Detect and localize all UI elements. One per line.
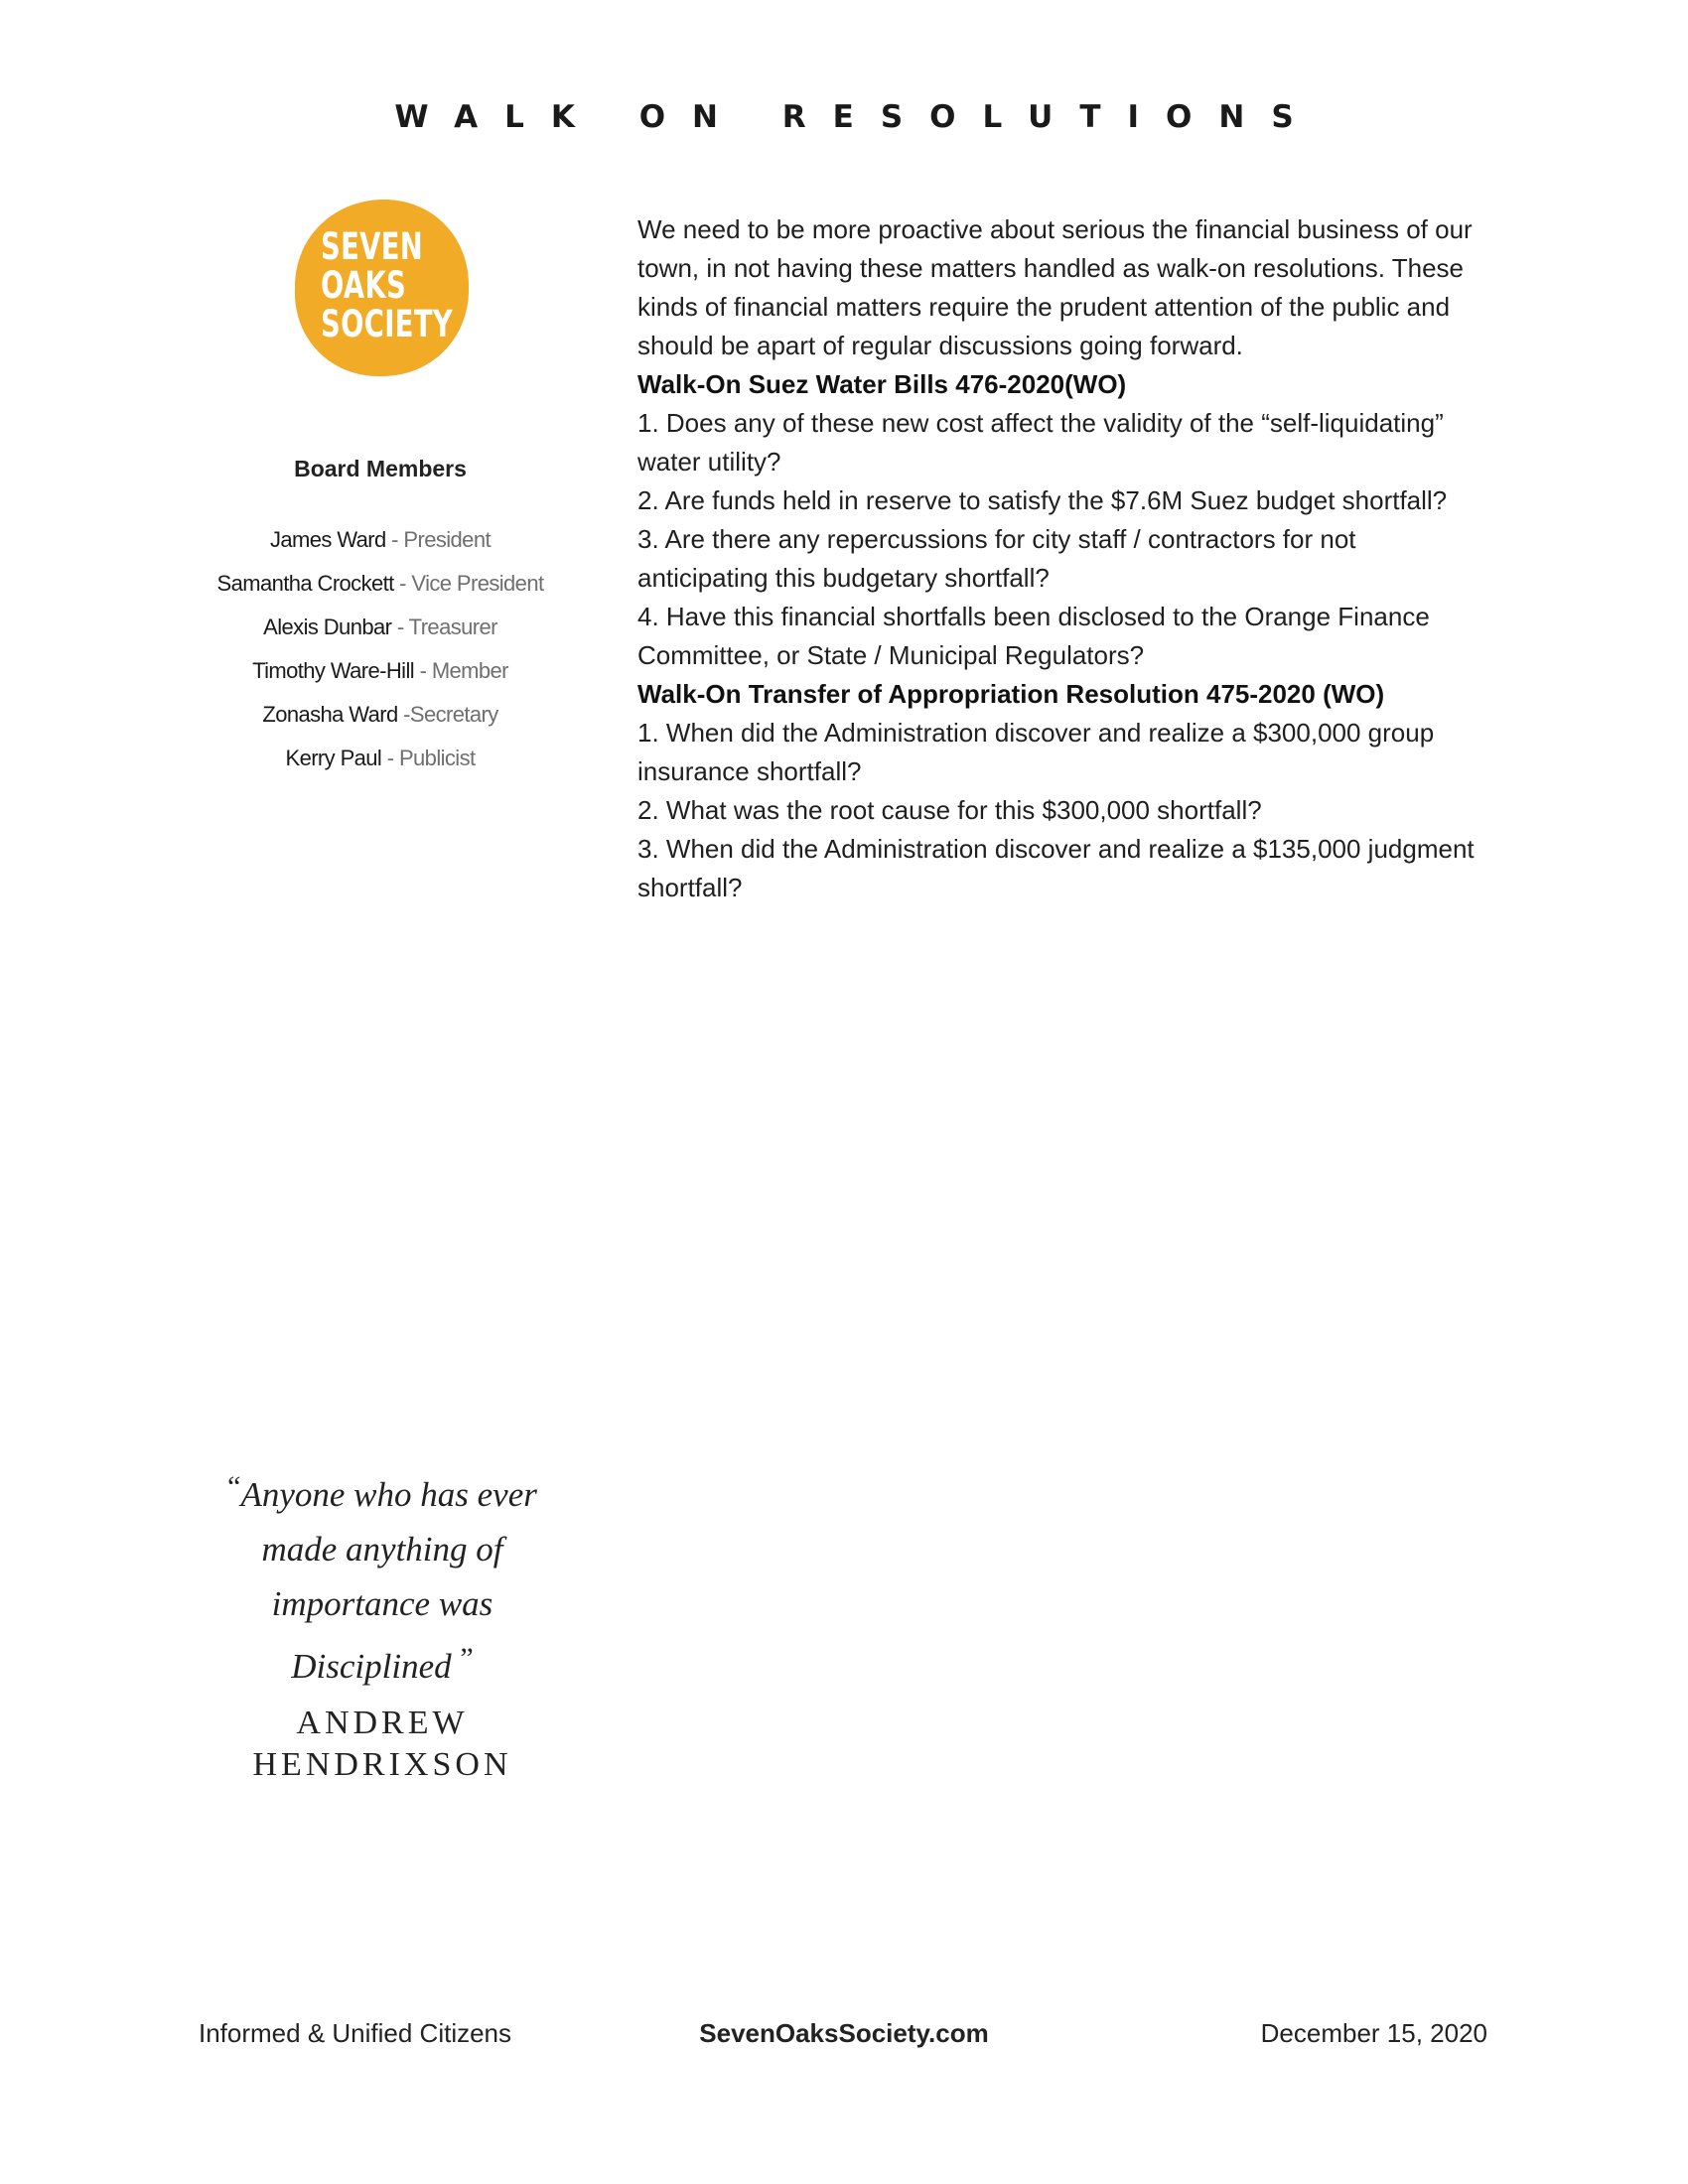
member-name: Samantha Crockett bbox=[216, 571, 394, 596]
board-member bbox=[182, 649, 579, 693]
quote-author bbox=[199, 1703, 566, 1786]
board-member bbox=[182, 562, 579, 606]
logo-wordmark bbox=[321, 227, 453, 343]
member-role: - Vice President bbox=[393, 571, 544, 596]
author-line-2: HENDRIXSON bbox=[252, 1746, 512, 1783]
quote-text: Anyone who has ever made anything of importance was Disciplined bbox=[240, 1475, 537, 1686]
member-name: Kerry Paul bbox=[285, 746, 382, 770]
section-heading-appropriation: Walk-On Transfer of Appropriation Resolution 475-2020 (WO) bbox=[637, 679, 1385, 709]
question-item: 2. Are funds held in reserve to satisfy the $7.6M Suez budget shortfall? bbox=[637, 485, 1448, 515]
member-role: - Publicist bbox=[381, 746, 476, 770]
board-member bbox=[182, 518, 579, 562]
logo-line-3: SOCIETY bbox=[321, 303, 454, 345]
board-member bbox=[182, 606, 579, 649]
board-members-heading: Board Members bbox=[294, 456, 467, 481]
open-quote-mark: “ bbox=[227, 1470, 241, 1503]
logo-line-1: SEVEN bbox=[321, 225, 424, 268]
question-item: 1. When did the Administration discover and realize a $300,000 group insurance shortfall? bbox=[637, 718, 1435, 786]
board-members-list bbox=[182, 518, 579, 780]
author-line-1: ANDREW bbox=[296, 1705, 469, 1741]
question-item: 3. When did the Administration discover and realize a $135,000 judgment shortfall? bbox=[637, 834, 1475, 902]
logo-line-2: OAKS bbox=[321, 264, 407, 307]
board-member bbox=[182, 693, 579, 737]
footer-website: SevenOaksSociety.com bbox=[699, 2018, 989, 2048]
member-name: Timothy Ware-Hill bbox=[252, 658, 415, 683]
question-item: 1. Does any of these new cost affect the validity of the “self-liquidating” water utility? bbox=[637, 408, 1444, 477]
question-item: 4. Have this financial shortfalls been disclosed to the Orange Finance Committee, or State / Municipal Regulators? bbox=[637, 602, 1430, 670]
member-name: Zonasha Ward bbox=[262, 702, 398, 727]
footer-date: December 15, 2020 bbox=[1260, 2018, 1487, 2048]
close-quote-mark: ” bbox=[460, 1642, 474, 1675]
board-member bbox=[182, 737, 579, 780]
main-content bbox=[637, 210, 1491, 907]
member-name: Alexis Dunbar bbox=[263, 614, 392, 639]
member-role: - Member bbox=[414, 658, 508, 683]
question-item: 2. What was the root cause for this $300,000 shortfall? bbox=[637, 795, 1262, 825]
member-name: James Ward bbox=[270, 527, 386, 552]
seven-oaks-society-logo bbox=[291, 197, 472, 379]
member-role: -Secretary bbox=[397, 702, 498, 727]
quote-block bbox=[199, 1459, 566, 1694]
member-role: - President bbox=[385, 527, 491, 552]
question-item: 3. Are there any repercussions for city staff / contractors for not anticipating this budgetary shortfall? bbox=[637, 524, 1356, 593]
intro-paragraph: We need to be more proactive about serious the financial business of our town, in not having these matters handled as walk-on resolutions. These kinds of financial matters require the prudent attention of the public and should be apart of regular discussions going forward. bbox=[637, 214, 1473, 360]
page-title: WALK ON RESOLUTIONS bbox=[394, 99, 1321, 135]
section-heading-suez: Walk-On Suez Water Bills 476-2020(WO) bbox=[637, 369, 1127, 399]
footer-tagline: Informed & Unified Citizens bbox=[199, 2018, 512, 2048]
member-role: - Treasurer bbox=[391, 614, 497, 639]
